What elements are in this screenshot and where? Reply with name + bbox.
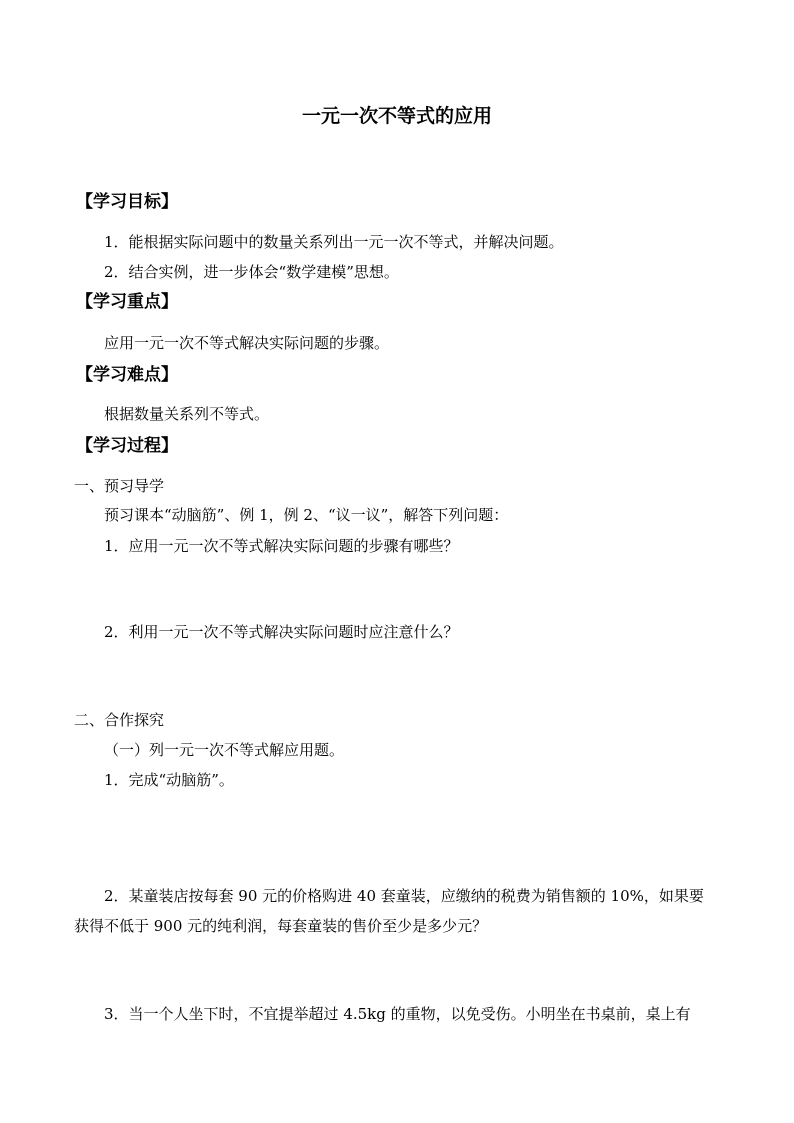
part2-heading: 二、合作探究	[74, 711, 165, 729]
key-points-text: 应用一元一次不等式解决实际问题的步骤。	[104, 334, 390, 352]
key-points-heading: 【学习重点】	[76, 292, 178, 312]
part1-question-2: 2．利用一元一次不等式解决实际问题时应注意什么？	[104, 623, 459, 641]
page-title: 一元一次不等式的应用	[301, 105, 492, 127]
part2-subheading: （一）列一元一次不等式解应用题。	[104, 741, 345, 759]
part1-heading: 一、预习导学	[74, 477, 165, 495]
goals-heading: 【学习目标】	[76, 192, 178, 212]
goal-item-1: 1．能根据实际问题中的数量关系列出一元一次不等式，并解决问题。	[104, 233, 564, 251]
part2-question-1: 1．完成“动脑筋”。	[104, 771, 234, 789]
difficulty-heading: 【学习难点】	[76, 365, 178, 385]
part2-question-2-line-2: 获得不低于 900 元的纯利润，每套童装的售价至少是多少元？	[74, 917, 488, 935]
goal-item-2: 2．结合实例，进一步体会“数学建模”思想。	[104, 263, 399, 281]
difficulty-text: 根据数量关系列不等式。	[104, 405, 270, 423]
process-heading: 【学习过程】	[76, 436, 178, 456]
part2-question-3-line-1: 3．当一个人坐下时，不宜提举超过 4.5kg 的重物，以免受伤。小明坐在书桌前，桌上有	[104, 1005, 691, 1023]
part1-intro: 预习课本“动脑筋”、例 1，例 2、“议一议”，解答下列问题：	[104, 506, 509, 524]
part1-question-1: 1．应用一元一次不等式解决实际问题的步骤有哪些？	[104, 537, 459, 555]
part2-question-2-line-1: 2．某童装店按每套 90 元的价格购进 40 套童装，应缴纳的税费为销售额的 10%，如果要	[104, 887, 704, 905]
